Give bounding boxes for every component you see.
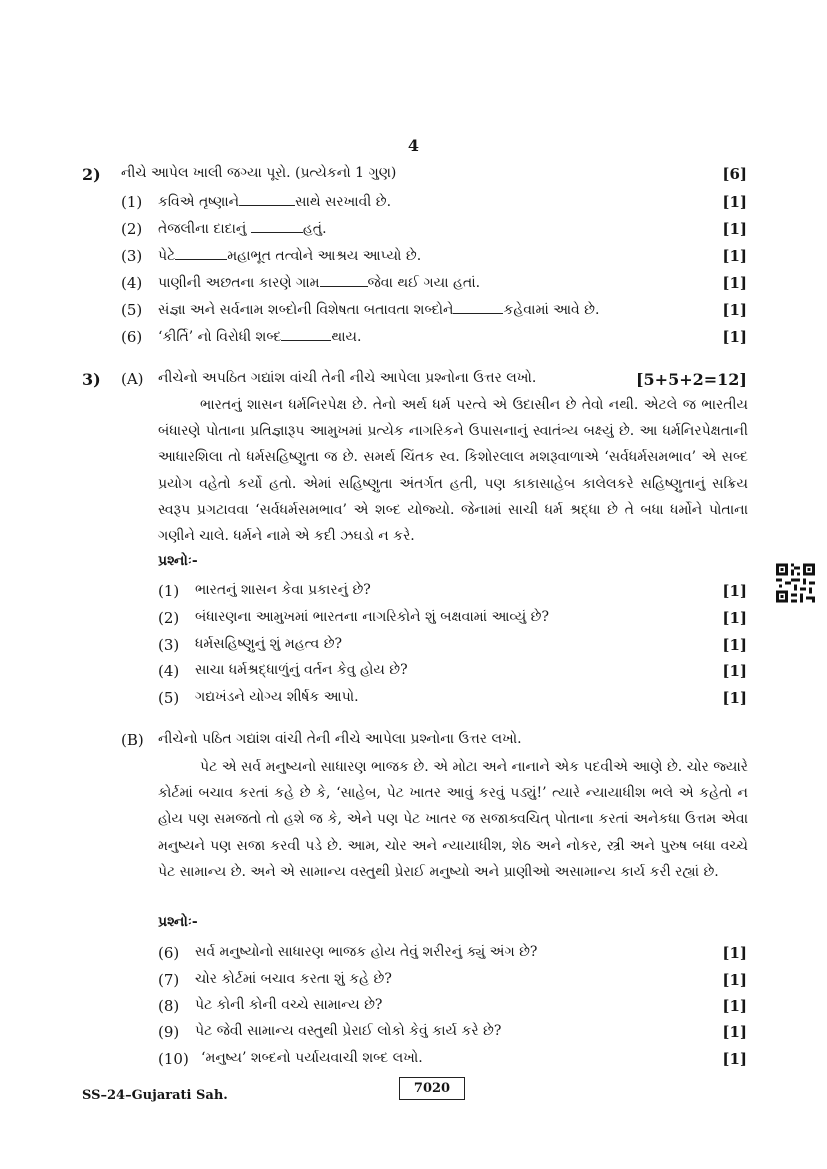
q3b-label: (B) (121, 731, 144, 749)
q2-item-mark: [1] (722, 193, 747, 211)
q2-item-pre: કવિએ તૃષ્ણાને (158, 194, 240, 210)
question-number: (5) (158, 689, 180, 707)
question-mark: [1] (722, 582, 747, 600)
q2-item-number: (1) (121, 193, 143, 211)
footer-page-code: 7020 (399, 1077, 465, 1100)
q2-item-number: (3) (121, 247, 143, 265)
blank-line (320, 272, 368, 287)
question-number: (3) (158, 636, 180, 654)
question-number: (2) (158, 609, 180, 627)
q3a-marks: [5+5+2=12] (635, 370, 747, 389)
q2-item-post: જેવા થઈ ગયા હતાં. (367, 275, 481, 291)
question-text: પેટ કોની કોની વચ્ચે સામાન્ય છે? (195, 997, 383, 1013)
q2-item-text (158, 245, 421, 266)
q2-item-pre: તેજલીના દાદાનું (158, 221, 251, 237)
q2-item-pre: પેટે (158, 248, 176, 264)
question-number: (7) (158, 971, 180, 989)
question-text: ચોર કોર્ટમાં બચાવ કરતા શું કહે છે? (195, 971, 392, 987)
q2-item-number: (4) (121, 274, 143, 292)
q2-item-text (158, 326, 361, 347)
blank-line (175, 245, 227, 260)
question-text: પેટ જેવી સામાન્ય વસ્તુથી પ્રેરાઈ લોકો કેવું કાર્ય કરે છે? (195, 1023, 502, 1039)
question-text: ગદ્યખંડને યોગ્ય શીર્ષક આપો. (195, 689, 359, 705)
q2-marks: [6] (722, 165, 747, 183)
question-number: (4) (158, 662, 180, 680)
q3-number: 3) (82, 370, 101, 389)
q2-item-mark: [1] (722, 274, 747, 292)
q2-item-text (158, 191, 391, 212)
footer-paper-code: SS–24–Gujarati Sah. (82, 1088, 228, 1103)
question-text: બંધારણના આમુખમાં ભારતના નાગરિકોને શું બક્ષવામાં આવ્યું છે? (195, 609, 549, 625)
blank-line (453, 299, 503, 314)
question-number: (6) (158, 944, 180, 962)
q2-item-mark: [1] (722, 328, 747, 346)
q3b-passage: પેટ એ સર્વ મનુષ્યનો સાધારણ ભાજક છે. એ મોટા અને નાનાને એક પદવીએ આણે છે. ચોર જ્યારે કોર્ટમાં બચાવ કરતાં કહે છે કે, ‘સાહેબ, પેટ ખાતર આવું કરવું પડ્યું!’ ત્યારે ન્યાયાધીશ ભલે એ કહેતો ન હોય પણ સમજતો તો હશે જ કે, એને પણ પેટ ખાતર જ સજાક્વચિત્ પોતાના કરતાં અનેકધા ઉત્તમ એવા મનુષ્યને પણ સજા કરવી પડે છે. આમ, ચોર અને ન્યાયાધીશ, શેઠ અને નોકર, સ્ત્રી અને પુરુષ બધા વચ્ચે પેટ સામાન્ય છે. અને એ સામાન્ય વસ્તુથી પ્રેરાઈ મનુષ્યો અને પ્રાણીઓ અસામાન્ય કાર્ય કરી રહ્યાં છે. (158, 759, 748, 880)
question-mark: [1] (722, 662, 747, 680)
q2-item-post: હતું. (302, 221, 327, 237)
q3b-instruction: નીચેનો પઠિત ગદ્યાંશ વાંચી તેની નીચે આપેલા પ્રશ્નોના ઉત્તર લખો. (158, 731, 522, 747)
q2-item-mark: [1] (722, 247, 747, 265)
question-number: (8) (158, 997, 180, 1015)
question-mark: [1] (722, 971, 747, 989)
question-mark: [1] (722, 1023, 747, 1041)
page-number: 4 (407, 136, 420, 155)
q2-item-mark: [1] (722, 301, 747, 319)
q2-item-post: સાથે સરખાવી છે. (295, 194, 392, 210)
question-number: (1) (158, 582, 180, 600)
q3b-questions-label: પ્રશ્નોઃ- (158, 914, 198, 930)
question-text: ભારતનું શાસન કેવા પ્રકારનું છે? (195, 582, 371, 598)
question-text: સાચા ધર્મશ્રદ્ધાળુંનું વર્તન કેવુ હોય છે? (195, 662, 408, 678)
q2-item-mark: [1] (722, 220, 747, 238)
q2-number: 2) (82, 165, 101, 184)
question-number: (9) (158, 1023, 180, 1041)
question-mark: [1] (722, 609, 747, 627)
q2-item-post: થાય. (331, 329, 362, 345)
q2-item-number: (6) (121, 328, 143, 346)
question-text: ‘મનુષ્ય’ શબ્દનો પર્યાયવાચી શબ્દ લખો. (201, 1050, 423, 1066)
q3a-passage: ભારતનું શાસન ધર્મનિરપેક્ષ છે. તેનો અર્થ ધર્મ પરત્વે એ ઉદાસીન છે તેવો નથી. એટલે જ ભારતીય બંધારણે પોતાના પ્રતિજ્ઞારૂપ આમુખમાં પ્રત્યેક નાગરિકને ઉપાસનાનું સ્વાતંત્ર્ય બક્ષ્યું છે. આ ધર્મનિરપેક્ષતાની આધારશિલા તો ધર્મસહિષ્ણુતા જ છે. સમર્થ ચિંતક સ્વ. કિશોરલાલ મશરૂવાળાએ ‘સર્વધર્મસમભાવ’ એ સબ્દ પ્રયોગ વહેતો કર્યો હતો. એમાં સહિષ્ણુતા અંતર્ગત હતી, પણ કાકાસાહેબ કાલેલકરે સહિષ્ણુતાનું સક્રિય સ્વરૂપ પ્રગટાવવા ‘સર્વધર્મસમભાવ’ એ શબ્દ યોજ્યો. જેનામાં સાચી ધર્મ શ્રદ્ધા છે તે બધા ધર્મોને પોતાના ગણીને ચાલે. ધર્મને નામે એ કદી ઝઘડો ન કરે. (158, 397, 748, 545)
q2-item-post: મહાભૂત તત્વોને આશ્રય આપ્યો છે. (227, 248, 422, 264)
blank-line (281, 326, 331, 341)
q2-item-number: (2) (121, 220, 143, 238)
q2-instruction: નીચે આપેલ ખાલી જગ્યા પૂરો. (પ્રત્યેકનો 1 ગુણ) (121, 165, 397, 181)
q2-item-text (158, 218, 327, 239)
question-number: (10) (158, 1050, 189, 1068)
q2-item-pre: પાણીની અછતના કારણે ગામ (158, 275, 320, 291)
question-text: ધર્મસહિષ્ણુનું શું મહત્વ છે? (195, 636, 343, 652)
question-text: સર્વ મનુષ્યોનો સાધારણ ભાજક હોય તેવું શરીરનું ક્યું અંગ છે? (195, 944, 538, 960)
q2-item-pre: ‘કીર્તિ’ નો વિરોધી શબ્દ (158, 329, 282, 345)
q2-item-number: (5) (121, 301, 143, 319)
q2-item-text (158, 299, 599, 320)
q2-item-text (158, 272, 480, 293)
question-mark: [1] (722, 944, 747, 962)
q3a-label: (A) (121, 370, 144, 388)
question-mark: [1] (722, 689, 747, 707)
q2-item-post: કહેવામાં આવે છે. (503, 302, 600, 318)
blank-line (239, 191, 295, 206)
blank-line (251, 218, 303, 233)
qr-code-icon (776, 563, 815, 603)
q3a-questions-label: પ્રશ્નોઃ- (158, 553, 198, 569)
question-mark: [1] (722, 997, 747, 1015)
question-mark: [1] (722, 1050, 747, 1068)
q2-item-pre: સંજ્ઞા અને સર્વનામ શબ્દોની વિશેષતા બતાવતા શબ્દોને (158, 302, 454, 318)
question-mark: [1] (722, 636, 747, 654)
q3a-instruction: નીચેનો અપઠિત ગદ્યાંશ વાંચી તેની નીચે આપેલા પ્રશ્નોના ઉત્તર લખો. (158, 370, 537, 386)
